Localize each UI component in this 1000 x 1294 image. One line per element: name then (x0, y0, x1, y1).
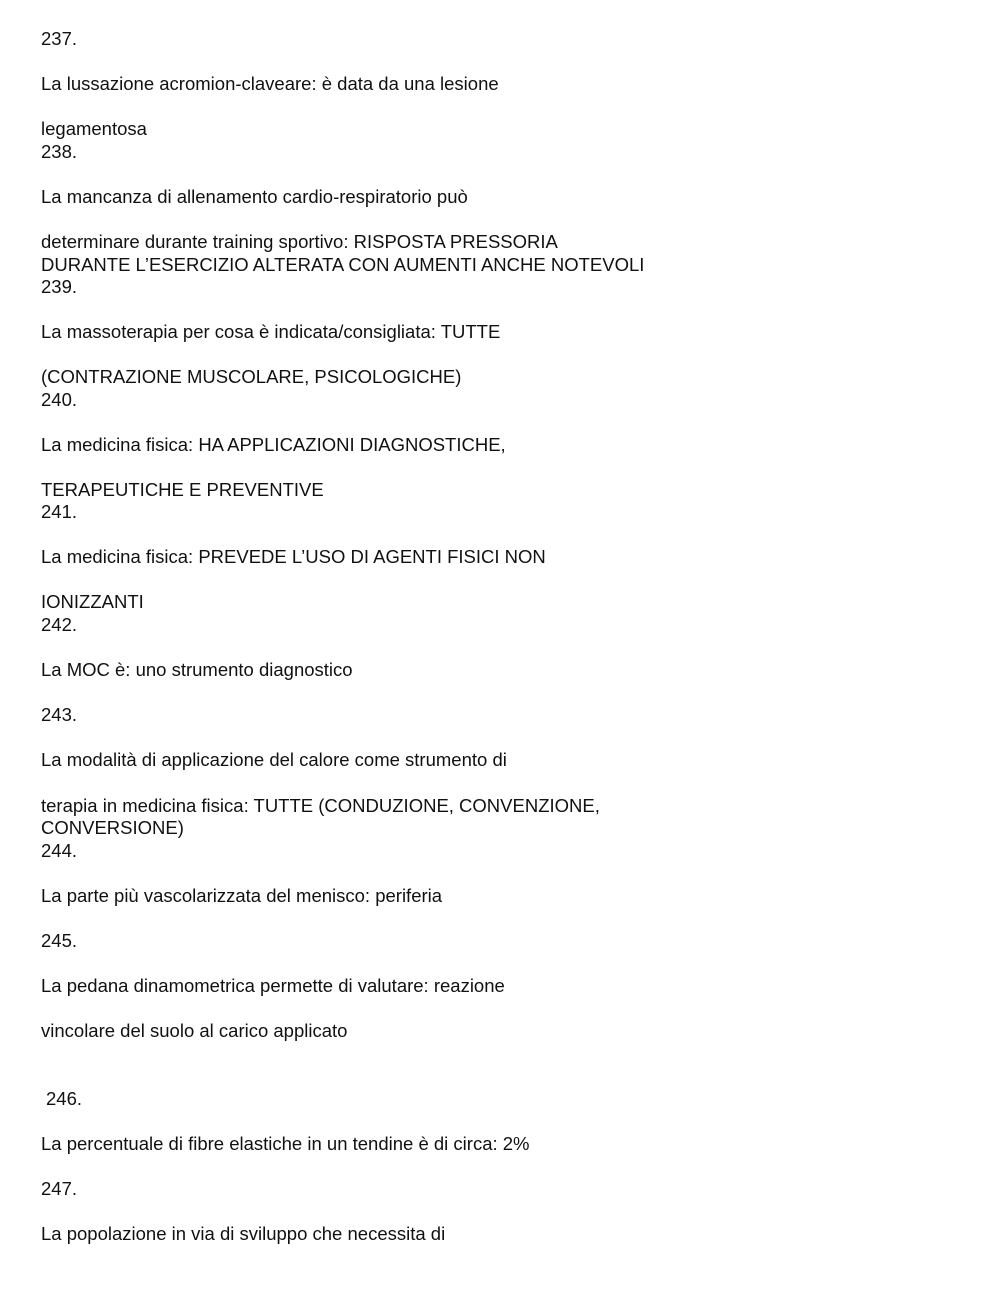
question-text: La massoterapia per cosa è indicata/consigliata: TUTTE (41, 321, 501, 342)
answer-text: TERAPEUTICHE E PREVENTIVE (41, 479, 324, 500)
question-number: 238. (41, 141, 78, 162)
answer-text: CONVERSIONE) (41, 817, 184, 838)
question-number: 246. (46, 1088, 83, 1109)
question-number: 240. (41, 389, 78, 410)
answer-text: terapia in medicina fisica: TUTTE (CONDUZIONE, CONVENZIONE, (41, 795, 600, 816)
question-text: La modalità di applicazione del calore come strumento di (41, 749, 507, 770)
question-number: 247. (41, 1178, 78, 1199)
answer-text: determinare durante training sportivo: RISPOSTA PRESSORIA (41, 231, 558, 252)
question-text: La parte più vascolarizzata del menisco: periferia (41, 885, 443, 906)
question-text: La MOC è: uno strumento diagnostico (41, 659, 353, 680)
answer-text: vincolare del suolo al carico applicato (41, 1020, 348, 1041)
question-text: La percentuale di fibre elastiche in un tendine è di circa: 2% (41, 1133, 530, 1154)
question-text: La pedana dinamometrica permette di valutare: reazione (41, 975, 505, 996)
answer-text: legamentosa (41, 118, 147, 139)
question-text: La mancanza di allenamento cardio-respiratorio può (41, 186, 468, 207)
question-text: La medicina fisica: HA APPLICAZIONI DIAGNOSTICHE, (41, 434, 506, 455)
question-number: 241. (41, 501, 78, 522)
answer-text: IONIZZANTI (41, 591, 144, 612)
question-text: La medicina fisica: PREVEDE L’USO DI AGENTI FISICI NON (41, 546, 546, 567)
answer-text: DURANTE L’ESERCIZIO ALTERATA CON AUMENTI ANCHE NOTEVOLI (41, 254, 645, 275)
question-number: 242. (41, 614, 78, 635)
question-number: 245. (41, 930, 78, 951)
question-number: 243. (41, 704, 78, 725)
question-number: 244. (41, 840, 78, 861)
answer-text: (CONTRAZIONE MUSCOLARE, PSICOLOGICHE) (41, 366, 462, 387)
question-text: La popolazione in via di sviluppo che necessita di (41, 1223, 446, 1244)
question-number: 239. (41, 276, 78, 297)
question-number: 237. (41, 28, 78, 49)
question-text: La lussazione acromion-claveare: è data da una lesione (41, 73, 499, 94)
